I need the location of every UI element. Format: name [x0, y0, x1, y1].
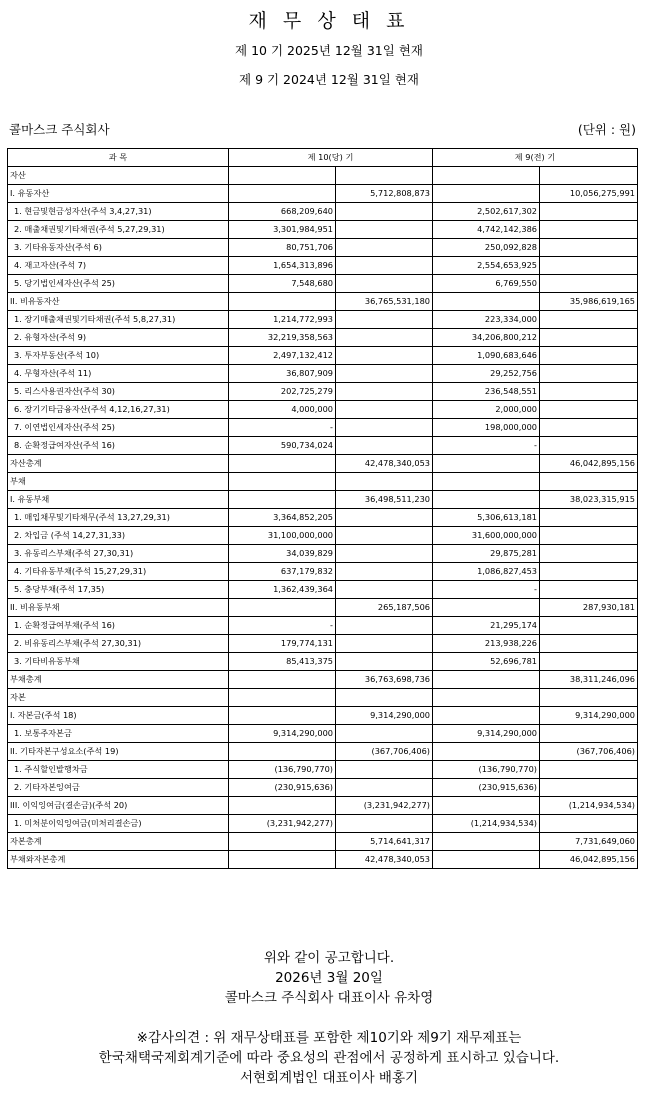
table-row [8, 293, 638, 311]
prior-detail-value: 29,875,281 [433, 545, 540, 563]
current-detail-value [229, 473, 336, 491]
current-subtotal-value [336, 635, 433, 653]
account-label: 2. 매출채권및기타채권(주석 5,27,29,31) [8, 221, 229, 239]
account-label: 5. 충당부채(주석 17,35) [8, 581, 229, 599]
footer-notice-block [0, 948, 658, 1008]
prior-detail-value: 2,000,000 [433, 401, 540, 419]
prior-detail-value [433, 491, 540, 509]
table-row [8, 671, 638, 689]
notice-date: 2026년 3월 20일 [275, 970, 383, 986]
prior-detail-value: - [433, 437, 540, 455]
current-subtotal-value [336, 221, 433, 239]
prior-detail-value [433, 689, 540, 707]
current-detail-value: 31,100,000,000 [229, 527, 336, 545]
table-row [8, 185, 638, 203]
account-label: 8. 순확정급여자산(주석 16) [8, 437, 229, 455]
account-label: 자산총계 [8, 455, 229, 473]
ceo-signature-line: 콜마스크 주식회사 대표이사 유차영 [224, 990, 434, 1006]
current-subtotal-value [336, 383, 433, 401]
current-subtotal-value [336, 239, 433, 257]
table-row [8, 545, 638, 563]
current-subtotal-value [336, 779, 433, 797]
account-label: 2. 유형자산(주석 9) [8, 329, 229, 347]
current-detail-value [229, 185, 336, 203]
current-subtotal-value [336, 545, 433, 563]
table-row [8, 743, 638, 761]
current-subtotal-value [336, 581, 433, 599]
account-label: I. 유동부채 [8, 491, 229, 509]
prior-detail-value [433, 671, 540, 689]
current-subtotal-value [336, 401, 433, 419]
current-subtotal-value [336, 275, 433, 293]
prior-subtotal-value [540, 527, 638, 545]
prior-detail-value: 198,000,000 [433, 419, 540, 437]
table-row [8, 203, 638, 221]
table-row [8, 635, 638, 653]
account-label: 2. 기타자본잉여금 [8, 779, 229, 797]
current-subtotal-value [336, 509, 433, 527]
current-detail-value: 80,751,706 [229, 239, 336, 257]
header-prior-period: 제 9(전) 기 [433, 149, 638, 167]
current-detail-value: 85,413,375 [229, 653, 336, 671]
unit-label: (단위 : 원) [577, 122, 636, 137]
prior-subtotal-value [540, 473, 638, 491]
current-subtotal-value [336, 689, 433, 707]
current-subtotal-value [336, 617, 433, 635]
prior-subtotal-value: 287,930,181 [540, 599, 638, 617]
prior-subtotal-value [540, 239, 638, 257]
current-detail-value: 34,039,829 [229, 545, 336, 563]
prior-detail-value: 1,086,827,453 [433, 563, 540, 581]
account-label: 5. 당기법인세자산(주석 25) [8, 275, 229, 293]
current-detail-value: (3,231,942,277) [229, 815, 336, 833]
account-label: I. 자본금(주석 18) [8, 707, 229, 725]
prior-detail-value: 9,314,290,000 [433, 725, 540, 743]
current-detail-value: 1,214,772,993 [229, 311, 336, 329]
notice-text: 위와 같이 공고합니다. [263, 950, 395, 966]
current-detail-value: 637,179,832 [229, 563, 336, 581]
table-row [8, 509, 638, 527]
period-prior: 제 9 기 2024년 12월 31일 현재 [239, 72, 419, 87]
current-subtotal-value [336, 311, 433, 329]
account-label: 자본총계 [8, 833, 229, 851]
current-subtotal-value [336, 527, 433, 545]
current-subtotal-value [336, 365, 433, 383]
table-row [8, 599, 638, 617]
prior-subtotal-value [540, 815, 638, 833]
current-detail-value: 1,654,313,896 [229, 257, 336, 275]
current-subtotal-value [336, 257, 433, 275]
account-label: 4. 무형자산(주석 11) [8, 365, 229, 383]
prior-subtotal-value [540, 365, 638, 383]
prior-subtotal-value [540, 725, 638, 743]
account-label: II. 비유동자산 [8, 293, 229, 311]
current-detail-value: 36,807,909 [229, 365, 336, 383]
current-subtotal-value: 42,478,340,053 [336, 455, 433, 473]
account-label: 부채와자본총계 [8, 851, 229, 869]
current-subtotal-value: (3,231,942,277) [336, 797, 433, 815]
current-subtotal-value: 5,714,641,317 [336, 833, 433, 851]
current-subtotal-value: 265,187,506 [336, 599, 433, 617]
table-row [8, 707, 638, 725]
current-detail-value [229, 797, 336, 815]
account-label: 1. 매입채무및기타채무(주석 13,27,29,31) [8, 509, 229, 527]
header-current-period: 제 10(당) 기 [229, 149, 433, 167]
table-row [8, 437, 638, 455]
prior-detail-value: 2,554,653,925 [433, 257, 540, 275]
prior-detail-value: 29,252,756 [433, 365, 540, 383]
table-row [8, 329, 638, 347]
current-detail-value: (230,915,636) [229, 779, 336, 797]
table-row [8, 383, 638, 401]
current-detail-value: 590,734,024 [229, 437, 336, 455]
prior-subtotal-value: 46,042,895,156 [540, 851, 638, 869]
table-row [8, 419, 638, 437]
prior-detail-value [433, 167, 540, 185]
account-label: 1. 보통주자본금 [8, 725, 229, 743]
prior-subtotal-value [540, 437, 638, 455]
current-detail-value: 668,209,640 [229, 203, 336, 221]
balance-sheet-body [8, 149, 638, 869]
prior-subtotal-value [540, 563, 638, 581]
prior-detail-value [433, 743, 540, 761]
prior-detail-value: 4,742,142,386 [433, 221, 540, 239]
current-detail-value: 4,000,000 [229, 401, 336, 419]
table-header-row [8, 149, 638, 167]
prior-subtotal-value [540, 203, 638, 221]
current-subtotal-value [336, 167, 433, 185]
prior-subtotal-value: 35,986,619,165 [540, 293, 638, 311]
account-label: 6. 장기기타금융자산(주석 4,12,16,27,31) [8, 401, 229, 419]
prior-detail-value [433, 797, 540, 815]
prior-detail-value [433, 473, 540, 491]
account-label: 자본 [8, 689, 229, 707]
current-subtotal-value: 42,478,340,053 [336, 851, 433, 869]
current-subtotal-value [336, 437, 433, 455]
current-detail-value [229, 671, 336, 689]
account-label: 7. 이연법인세자산(주석 25) [8, 419, 229, 437]
account-label: III. 이익잉여금(결손금)(주석 20) [8, 797, 229, 815]
prior-detail-value: 5,306,613,181 [433, 509, 540, 527]
prior-subtotal-value [540, 275, 638, 293]
table-row [8, 689, 638, 707]
table-row [8, 275, 638, 293]
prior-detail-value [433, 833, 540, 851]
account-label: 3. 기타비유동부채 [8, 653, 229, 671]
prior-subtotal-value: 46,042,895,156 [540, 455, 638, 473]
prior-subtotal-value [540, 617, 638, 635]
current-detail-value: 32,219,358,563 [229, 329, 336, 347]
current-detail-value [229, 455, 336, 473]
current-subtotal-value [336, 761, 433, 779]
account-label: 1. 미처분이익잉여금(미처리결손금) [8, 815, 229, 833]
table-row [8, 167, 638, 185]
table-row [8, 653, 638, 671]
table-row [8, 833, 638, 851]
current-subtotal-value [336, 347, 433, 365]
table-row [8, 455, 638, 473]
current-subtotal-value: 36,498,511,230 [336, 491, 433, 509]
account-label: I. 유동자산 [8, 185, 229, 203]
prior-detail-value: 236,548,551 [433, 383, 540, 401]
current-subtotal-value [336, 329, 433, 347]
prior-detail-value: (1,214,934,534) [433, 815, 540, 833]
prior-detail-value: (230,915,636) [433, 779, 540, 797]
current-detail-value [229, 833, 336, 851]
current-detail-value: 3,301,984,951 [229, 221, 336, 239]
current-subtotal-value: 5,712,808,873 [336, 185, 433, 203]
prior-subtotal-value [540, 635, 638, 653]
prior-detail-value: 34,206,800,212 [433, 329, 540, 347]
account-label: 4. 기타유동부채(주석 15,27,29,31) [8, 563, 229, 581]
table-row [8, 527, 638, 545]
audit-opinion-block [0, 1028, 658, 1088]
prior-detail-value [433, 293, 540, 311]
prior-detail-value [433, 851, 540, 869]
prior-detail-value [433, 599, 540, 617]
current-detail-value [229, 293, 336, 311]
prior-subtotal-value [540, 347, 638, 365]
prior-detail-value: 6,769,550 [433, 275, 540, 293]
account-label: 부채 [8, 473, 229, 491]
table-row [8, 257, 638, 275]
account-label: 5. 리스사용권자산(주석 30) [8, 383, 229, 401]
current-detail-value: 202,725,279 [229, 383, 336, 401]
current-detail-value [229, 689, 336, 707]
current-subtotal-value: 36,765,531,180 [336, 293, 433, 311]
prior-subtotal-value: 10,056,275,991 [540, 185, 638, 203]
prior-detail-value: 31,600,000,000 [433, 527, 540, 545]
table-row [8, 563, 638, 581]
header-account: 과 목 [8, 149, 229, 167]
prior-subtotal-value [540, 329, 638, 347]
current-detail-value: 9,314,290,000 [229, 725, 336, 743]
current-subtotal-value: (367,706,406) [336, 743, 433, 761]
audit-opinion-line-1: ※감사의견 : 위 재무상태표를 포함한 제10기와 제9기 재무제표는 [136, 1030, 522, 1046]
current-subtotal-value [336, 725, 433, 743]
account-label: 2. 차입금 (주석 14,27,31,33) [8, 527, 229, 545]
prior-subtotal-value [540, 167, 638, 185]
prior-detail-value: - [433, 581, 540, 599]
current-subtotal-value [336, 419, 433, 437]
prior-subtotal-value: 7,731,649,060 [540, 833, 638, 851]
prior-subtotal-value [540, 311, 638, 329]
prior-subtotal-value: (1,214,934,534) [540, 797, 638, 815]
account-label: 3. 유동리스부채(주석 27,30,31) [8, 545, 229, 563]
table-row [8, 491, 638, 509]
current-subtotal-value [336, 203, 433, 221]
prior-subtotal-value [540, 401, 638, 419]
table-row [8, 239, 638, 257]
prior-detail-value: 223,334,000 [433, 311, 540, 329]
current-detail-value: 7,548,680 [229, 275, 336, 293]
prior-subtotal-value [540, 221, 638, 239]
prior-subtotal-value [540, 383, 638, 401]
current-subtotal-value [336, 653, 433, 671]
account-label: 1. 현금및현금성자산(주석 3,4,27,31) [8, 203, 229, 221]
table-row [8, 617, 638, 635]
current-detail-value: - [229, 617, 336, 635]
prior-subtotal-value [540, 581, 638, 599]
account-label: 1. 주식할인발행차금 [8, 761, 229, 779]
account-label: 자산 [8, 167, 229, 185]
prior-detail-value: 213,938,226 [433, 635, 540, 653]
table-row [8, 311, 638, 329]
table-row [8, 815, 638, 833]
current-subtotal-value [336, 473, 433, 491]
prior-detail-value [433, 707, 540, 725]
current-detail-value [229, 599, 336, 617]
prior-subtotal-value [540, 509, 638, 527]
table-row [8, 779, 638, 797]
current-subtotal-value: 9,314,290,000 [336, 707, 433, 725]
account-label: 부채총계 [8, 671, 229, 689]
account-label: 3. 기타유동자산(주석 6) [8, 239, 229, 257]
prior-subtotal-value: 38,311,246,096 [540, 671, 638, 689]
prior-detail-value: 250,092,828 [433, 239, 540, 257]
account-label: 1. 순확정급여부채(주석 16) [8, 617, 229, 635]
prior-subtotal-value [540, 779, 638, 797]
table-row [8, 221, 638, 239]
current-detail-value [229, 851, 336, 869]
table-row [8, 401, 638, 419]
auditor-line: 서현회계법인 대표이사 배홍기 [239, 1070, 419, 1086]
table-row [8, 761, 638, 779]
table-row [8, 725, 638, 743]
prior-detail-value [433, 455, 540, 473]
account-label: 2. 비유동리스부채(주석 27,30,31) [8, 635, 229, 653]
prior-detail-value: 21,295,174 [433, 617, 540, 635]
table-row [8, 797, 638, 815]
company-name: 콜마스크 주식회사 [9, 122, 110, 137]
table-row [8, 851, 638, 869]
prior-subtotal-value: (367,706,406) [540, 743, 638, 761]
current-detail-value: 179,774,131 [229, 635, 336, 653]
prior-detail-value: 1,090,683,646 [433, 347, 540, 365]
current-detail-value [229, 167, 336, 185]
account-label: II. 기타자본구성요소(주석 19) [8, 743, 229, 761]
current-detail-value: (136,790,770) [229, 761, 336, 779]
prior-subtotal-value: 38,023,315,915 [540, 491, 638, 509]
account-label: 1. 장기매출채권및기타채권(주석 5,8,27,31) [8, 311, 229, 329]
prior-subtotal-value [540, 653, 638, 671]
current-detail-value: 1,362,439,364 [229, 581, 336, 599]
account-label: 3. 투자부동산(주석 10) [8, 347, 229, 365]
period-current: 제 10 기 2025년 12월 31일 현재 [235, 43, 423, 58]
balance-sheet-table [7, 148, 638, 869]
current-subtotal-value [336, 563, 433, 581]
table-row [8, 365, 638, 383]
current-detail-value: - [229, 419, 336, 437]
table-row [8, 473, 638, 491]
prior-subtotal-value [540, 419, 638, 437]
current-subtotal-value [336, 815, 433, 833]
current-detail-value [229, 491, 336, 509]
current-detail-value [229, 743, 336, 761]
document-title: 재 무 상 태 표 [248, 10, 410, 32]
prior-detail-value: 2,502,617,302 [433, 203, 540, 221]
prior-detail-value [433, 185, 540, 203]
prior-detail-value: (136,790,770) [433, 761, 540, 779]
prior-subtotal-value [540, 761, 638, 779]
prior-subtotal-value [540, 545, 638, 563]
account-label: II. 비유동부채 [8, 599, 229, 617]
prior-subtotal-value [540, 257, 638, 275]
prior-detail-value: 52,696,781 [433, 653, 540, 671]
audit-opinion-line-2: 한국채택국제회계기준에 따라 중요성의 관점에서 공정하게 표시하고 있습니다. [98, 1050, 560, 1066]
prior-subtotal-value: 9,314,290,000 [540, 707, 638, 725]
table-row [8, 581, 638, 599]
account-label: 4. 재고자산(주석 7) [8, 257, 229, 275]
current-detail-value [229, 707, 336, 725]
current-detail-value: 3,364,852,205 [229, 509, 336, 527]
current-detail-value: 2,497,132,412 [229, 347, 336, 365]
prior-subtotal-value [540, 689, 638, 707]
table-row [8, 347, 638, 365]
current-subtotal-value: 36,763,698,736 [336, 671, 433, 689]
